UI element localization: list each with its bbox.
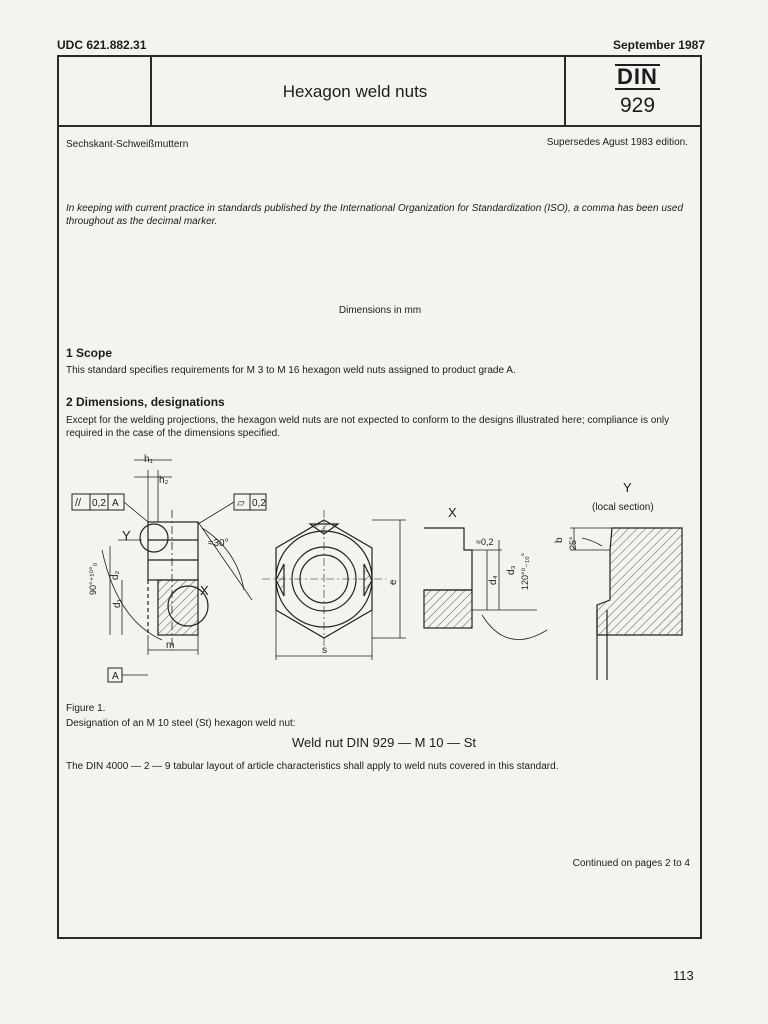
label-h1: h₁ — [144, 454, 153, 465]
tol-flat-symbol: ▱ — [237, 498, 245, 509]
detail-x-label: X — [448, 505, 457, 520]
udc-number: UDC 621.882.31 — [57, 38, 147, 52]
datum-a: A — [112, 671, 119, 682]
hexagon-view — [262, 510, 406, 660]
din-logo — [590, 64, 685, 118]
tol-datum: A — [112, 498, 119, 509]
din-number: 929 — [619, 94, 656, 117]
document-title: Hexagon weld nuts — [282, 82, 428, 101]
header-divider-bottom — [59, 125, 700, 127]
publication-date: September 1987 — [612, 38, 705, 52]
label-e: e — [388, 579, 399, 585]
label-d4: d₄ — [488, 575, 499, 585]
supersedes-note: Supersedes Agust 1983 edition. — [546, 137, 688, 148]
designation-value: Weld nut DIN 929 — M 10 — St — [292, 735, 476, 750]
tol-parallel-value: 0,2 — [92, 498, 106, 509]
local-section-note: (local section) — [592, 502, 654, 513]
tol-flat-value: 0,2 — [252, 498, 266, 509]
label-s: s — [322, 645, 327, 656]
label-h2: h₂ — [159, 475, 169, 486]
label-d2: d₂ — [110, 570, 121, 580]
label-d3: d₃ — [506, 565, 517, 575]
continued-note: Continued on pages 2 to 4 — [572, 858, 690, 869]
iso-note: In keeping with current practice in standards published by the International Organization for Standardization (ISO), a comma has been used throughout as the decimal marker. — [66, 203, 684, 227]
din4000-note: The DIN 4000 — 2 — 9 tabular layout of article characteristics shall apply to weld nuts covered in this standard. — [66, 761, 559, 772]
german-title: Sechskant-Schweißmuttern — [66, 139, 189, 150]
label-m: m — [166, 640, 175, 651]
label-b: b — [554, 537, 565, 543]
dimensions-text: Except for the welding projections, the hexagon weld nuts are not expected to conform to the designs illustrated here; compliance is only required in the case of the dimensions specified. — [66, 415, 670, 439]
detail-y-label: Y — [623, 480, 632, 495]
header-divider-right — [564, 57, 566, 127]
din-word: DIN — [617, 64, 658, 89]
figure-caption: Figure 1. — [66, 703, 106, 714]
angle-120: 120°⁰₋₁₀° — [520, 552, 530, 590]
angle-25: 25° — [568, 536, 578, 550]
designation-intro: Designation of an M 10 steel (St) hexagon weld nut: — [66, 718, 296, 729]
detail-y-view — [570, 528, 682, 680]
tol-parallel-symbol: // — [75, 497, 82, 509]
label-x: X — [200, 583, 209, 598]
page-number: 113 — [673, 968, 694, 983]
dimensions-note: Dimensions in mm — [338, 305, 422, 316]
angle-90: 90°⁺¹⁰°₀ — [88, 562, 98, 595]
dimensions-heading: 2 Dimensions, designations — [66, 395, 225, 409]
approx-0-2: ≈0,2 — [476, 537, 494, 547]
scope-heading: 1 Scope — [66, 346, 113, 360]
figure-1-drawing — [62, 450, 696, 690]
label-y: Y — [122, 528, 131, 543]
scope-text: This standard specifies requirements for M 3 to M 16 hexagon weld nuts assigned to product grade A. — [66, 365, 516, 376]
label-d1: d₁ — [112, 599, 123, 608]
angle-30: ≈30° — [208, 538, 229, 549]
